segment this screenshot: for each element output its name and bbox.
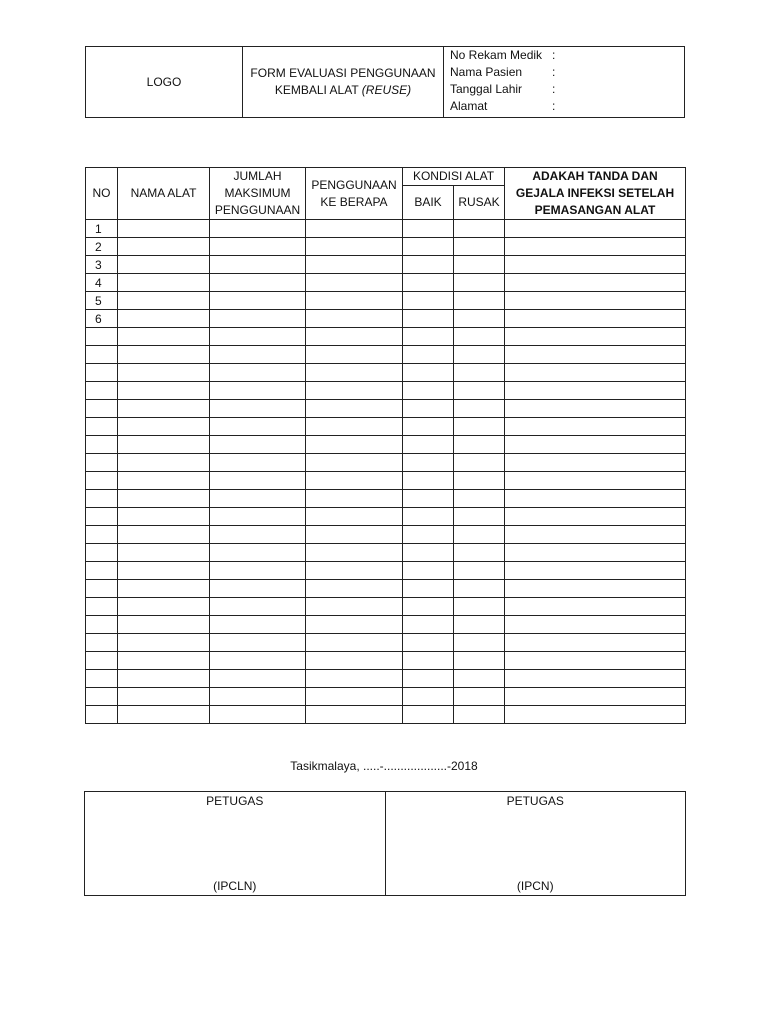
table-cell [505,688,686,706]
table-cell [118,526,210,544]
col-header-jumlah [210,168,306,220]
table-cell [210,382,306,400]
table-cell [403,670,454,688]
table-cell [454,526,505,544]
table-row [86,436,686,454]
row-number [86,688,118,706]
table-cell [454,274,505,292]
table-cell [210,346,306,364]
table-cell [403,526,454,544]
table-cell [505,634,686,652]
table-cell [454,706,505,724]
col-header-penggunaan-1: PENGGUNAAN [311,177,397,192]
table-cell [403,364,454,382]
table-cell [210,598,306,616]
table-cell [306,508,403,526]
logo-placeholder: LOGO [86,47,243,118]
table-cell [403,220,454,238]
table-cell [454,598,505,616]
table-cell [306,436,403,454]
table-cell [505,292,686,310]
table-cell [505,580,686,598]
field-label-alamat: Alamat [450,99,488,113]
signature-table [84,791,686,896]
table-cell [403,634,454,652]
field-colon: : [552,82,556,96]
table-cell [118,274,210,292]
table-cell [403,490,454,508]
table-cell [306,400,403,418]
table-cell [505,418,686,436]
row-number [86,364,118,382]
table-cell [306,562,403,580]
table-cell [403,688,454,706]
table-cell [118,562,210,580]
table-row [86,670,686,688]
table-cell [403,328,454,346]
table-row [86,292,686,310]
table-cell [118,544,210,562]
table-cell [505,508,686,526]
table-cell [118,490,210,508]
table-cell [454,238,505,256]
table-cell [306,418,403,436]
table-cell [306,688,403,706]
table-cell [403,400,454,418]
table-cell [454,310,505,328]
row-number [86,634,118,652]
table-cell [210,706,306,724]
table-cell [306,292,403,310]
row-number [86,652,118,670]
signature-unit-left: (IPCLN) [213,879,257,893]
table-cell [505,670,686,688]
col-header-jumlah-1: JUMLAH [233,169,282,183]
table-cell [118,634,210,652]
table-cell [403,562,454,580]
field-colon: : [552,99,556,113]
table-cell [306,472,403,490]
row-number [86,544,118,562]
table-cell [306,598,403,616]
row-number [86,454,118,472]
row-number [86,598,118,616]
table-row [86,508,686,526]
table-cell [118,436,210,454]
table-row [86,580,686,598]
row-number: 1 [86,220,118,238]
table-cell [454,328,505,346]
table-row [86,274,686,292]
table-cell [118,400,210,418]
table-cell [505,220,686,238]
table-cell [454,688,505,706]
table-cell [210,364,306,382]
table-row [86,220,686,238]
col-header-penggunaan-2: KE BERAPA [320,194,388,209]
row-number [86,490,118,508]
table-cell [505,706,686,724]
table-cell [505,616,686,634]
table-cell [505,364,686,382]
table-cell [403,508,454,526]
form-title-line2 [243,82,443,99]
field-label-nama-pasien: Nama Pasien [450,65,523,79]
table-row [86,256,686,274]
table-cell [210,670,306,688]
row-number [86,562,118,580]
table-cell [454,454,505,472]
table-row [86,706,686,724]
table-cell [403,274,454,292]
table-cell [210,436,306,454]
table-cell [306,634,403,652]
table-cell [306,616,403,634]
table-cell [454,580,505,598]
table-cell [454,382,505,400]
col-header-tanda-2: GEJALA INFEKSI SETELAH [515,186,675,200]
patient-info-row [450,81,684,98]
table-cell [454,364,505,382]
row-number: 3 [86,256,118,274]
row-number [86,508,118,526]
row-number [86,382,118,400]
signature-box-right [385,792,686,896]
row-number [86,670,118,688]
table-cell [210,418,306,436]
form-title-reuse: (REUSE) [361,83,412,97]
table-cell [118,220,210,238]
table-cell [118,670,210,688]
table-cell [306,670,403,688]
table-cell [454,472,505,490]
table-cell [210,274,306,292]
table-cell [306,382,403,400]
table-cell [210,454,306,472]
table-cell [210,544,306,562]
row-number [86,436,118,454]
table-row [86,418,686,436]
table-cell [118,418,210,436]
table-cell [454,436,505,454]
signature-unit-right: (IPCN) [516,879,554,893]
table-cell [210,310,306,328]
table-row [86,490,686,508]
table-cell [505,472,686,490]
table-cell [403,598,454,616]
table-row [86,472,686,490]
table-cell [306,328,403,346]
table-row [86,454,686,472]
table-cell [306,364,403,382]
table-row [86,634,686,652]
table-cell [403,544,454,562]
row-number [86,418,118,436]
table-row [86,328,686,346]
table-cell [210,652,306,670]
table-cell [505,274,686,292]
table-row [86,310,686,328]
table-cell [210,580,306,598]
table-row [86,346,686,364]
patient-info [444,47,685,118]
col-header-kondisi: KONDISI ALAT [403,168,505,186]
field-label-tanggal-lahir: Tanggal Lahir [450,82,523,96]
table-cell [210,490,306,508]
table-row [86,616,686,634]
table-cell [403,418,454,436]
table-cell [118,328,210,346]
table-cell [505,310,686,328]
form-title-line1: FORM EVALUASI PENGGUNAAN [250,66,436,80]
table-cell [118,454,210,472]
table-cell [210,688,306,706]
row-number [86,400,118,418]
table-cell [306,220,403,238]
table-cell [505,400,686,418]
row-number [86,328,118,346]
table-cell [505,454,686,472]
patient-info-row [450,98,684,115]
table-cell [306,580,403,598]
table-row [86,544,686,562]
row-number: 5 [86,292,118,310]
table-cell [505,490,686,508]
row-number [86,472,118,490]
table-cell [306,652,403,670]
form-title [243,47,444,118]
table-cell [403,652,454,670]
table-cell [210,508,306,526]
table-cell [454,292,505,310]
table-cell [118,364,210,382]
patient-info-row [450,64,684,81]
table-cell [505,526,686,544]
table-cell [118,598,210,616]
table-cell [454,508,505,526]
row-number [86,580,118,598]
table-cell [118,616,210,634]
patient-info-row [450,47,684,64]
col-header-jumlah-3: PENGGUNAAN [214,203,301,217]
form-title-line2-text: KEMBALI ALAT [274,83,362,97]
field-colon: : [552,65,556,79]
signature-role-left: PETUGAS [206,794,264,808]
table-cell [454,490,505,508]
table-cell [505,652,686,670]
row-number: 6 [86,310,118,328]
table-cell [454,346,505,364]
col-header-jumlah-2: MAKSIMUM [224,186,291,200]
table-cell [210,562,306,580]
table-cell [505,436,686,454]
table-cell [306,544,403,562]
col-header-penggunaan [306,168,403,220]
table-cell [306,526,403,544]
table-cell [118,292,210,310]
table-cell [306,274,403,292]
table-cell [454,634,505,652]
table-row [86,238,686,256]
table-cell [210,292,306,310]
table-cell [505,256,686,274]
table-cell [306,490,403,508]
table-row [86,400,686,418]
table-cell [454,400,505,418]
table-cell [403,472,454,490]
table-row [86,382,686,400]
table-cell [118,310,210,328]
place-date: Tasikmalaya, .....-...................-2018 [290,759,478,773]
table-cell [306,346,403,364]
table-cell [306,310,403,328]
col-header-no: NO [86,168,118,220]
table-cell [118,688,210,706]
table-cell [505,238,686,256]
col-header-tanda-3: PEMASANGAN ALAT [534,203,656,217]
row-number [86,616,118,634]
table-row [86,562,686,580]
table-cell [118,706,210,724]
table-cell [306,256,403,274]
field-label-rekam-medik: No Rekam Medik [450,48,543,62]
table-row [86,526,686,544]
table-cell [403,238,454,256]
table-cell [118,346,210,364]
field-colon: : [552,48,556,62]
table-cell [403,580,454,598]
table-cell [505,562,686,580]
col-header-rusak: RUSAK [454,186,505,220]
table-cell [505,598,686,616]
row-number: 4 [86,274,118,292]
table-cell [210,616,306,634]
row-number [86,706,118,724]
table-row [86,652,686,670]
table-cell [454,652,505,670]
table-cell [306,238,403,256]
table-cell [454,220,505,238]
col-header-tanda-1: ADAKAH TANDA DAN [532,169,658,183]
row-number [86,526,118,544]
table-cell [403,292,454,310]
signature-role-right: PETUGAS [506,794,564,808]
table-cell [118,382,210,400]
table-cell [505,544,686,562]
table-cell [454,256,505,274]
table-cell [118,508,210,526]
table-row [86,598,686,616]
col-header-nama-alat: NAMA ALAT [118,168,210,220]
table-cell [505,328,686,346]
table-cell [454,670,505,688]
table-cell [454,418,505,436]
table-cell [403,706,454,724]
table-cell [210,526,306,544]
table-cell [403,616,454,634]
table-cell [210,256,306,274]
table-cell [403,436,454,454]
table-row [86,688,686,706]
table-cell [210,472,306,490]
signature-box-left [85,792,386,896]
row-number: 2 [86,238,118,256]
col-header-baik: BAIK [403,186,454,220]
table-cell [505,382,686,400]
table-cell [454,544,505,562]
table-cell [210,220,306,238]
table-cell [118,238,210,256]
form-header [85,46,685,118]
table-cell [505,346,686,364]
table-cell [403,256,454,274]
table-cell [454,562,505,580]
table-cell [403,454,454,472]
table-cell [210,400,306,418]
row-number [86,346,118,364]
evaluation-table [85,167,686,724]
table-cell [454,616,505,634]
table-row [86,364,686,382]
table-cell [118,256,210,274]
table-cell [403,382,454,400]
table-cell [210,634,306,652]
table-cell [306,454,403,472]
table-cell [210,328,306,346]
table-cell [118,580,210,598]
table-cell [403,310,454,328]
table-cell [306,706,403,724]
col-header-tanda-infeksi [505,168,686,220]
table-cell [210,238,306,256]
table-cell [118,472,210,490]
table-cell [118,652,210,670]
table-cell [403,346,454,364]
